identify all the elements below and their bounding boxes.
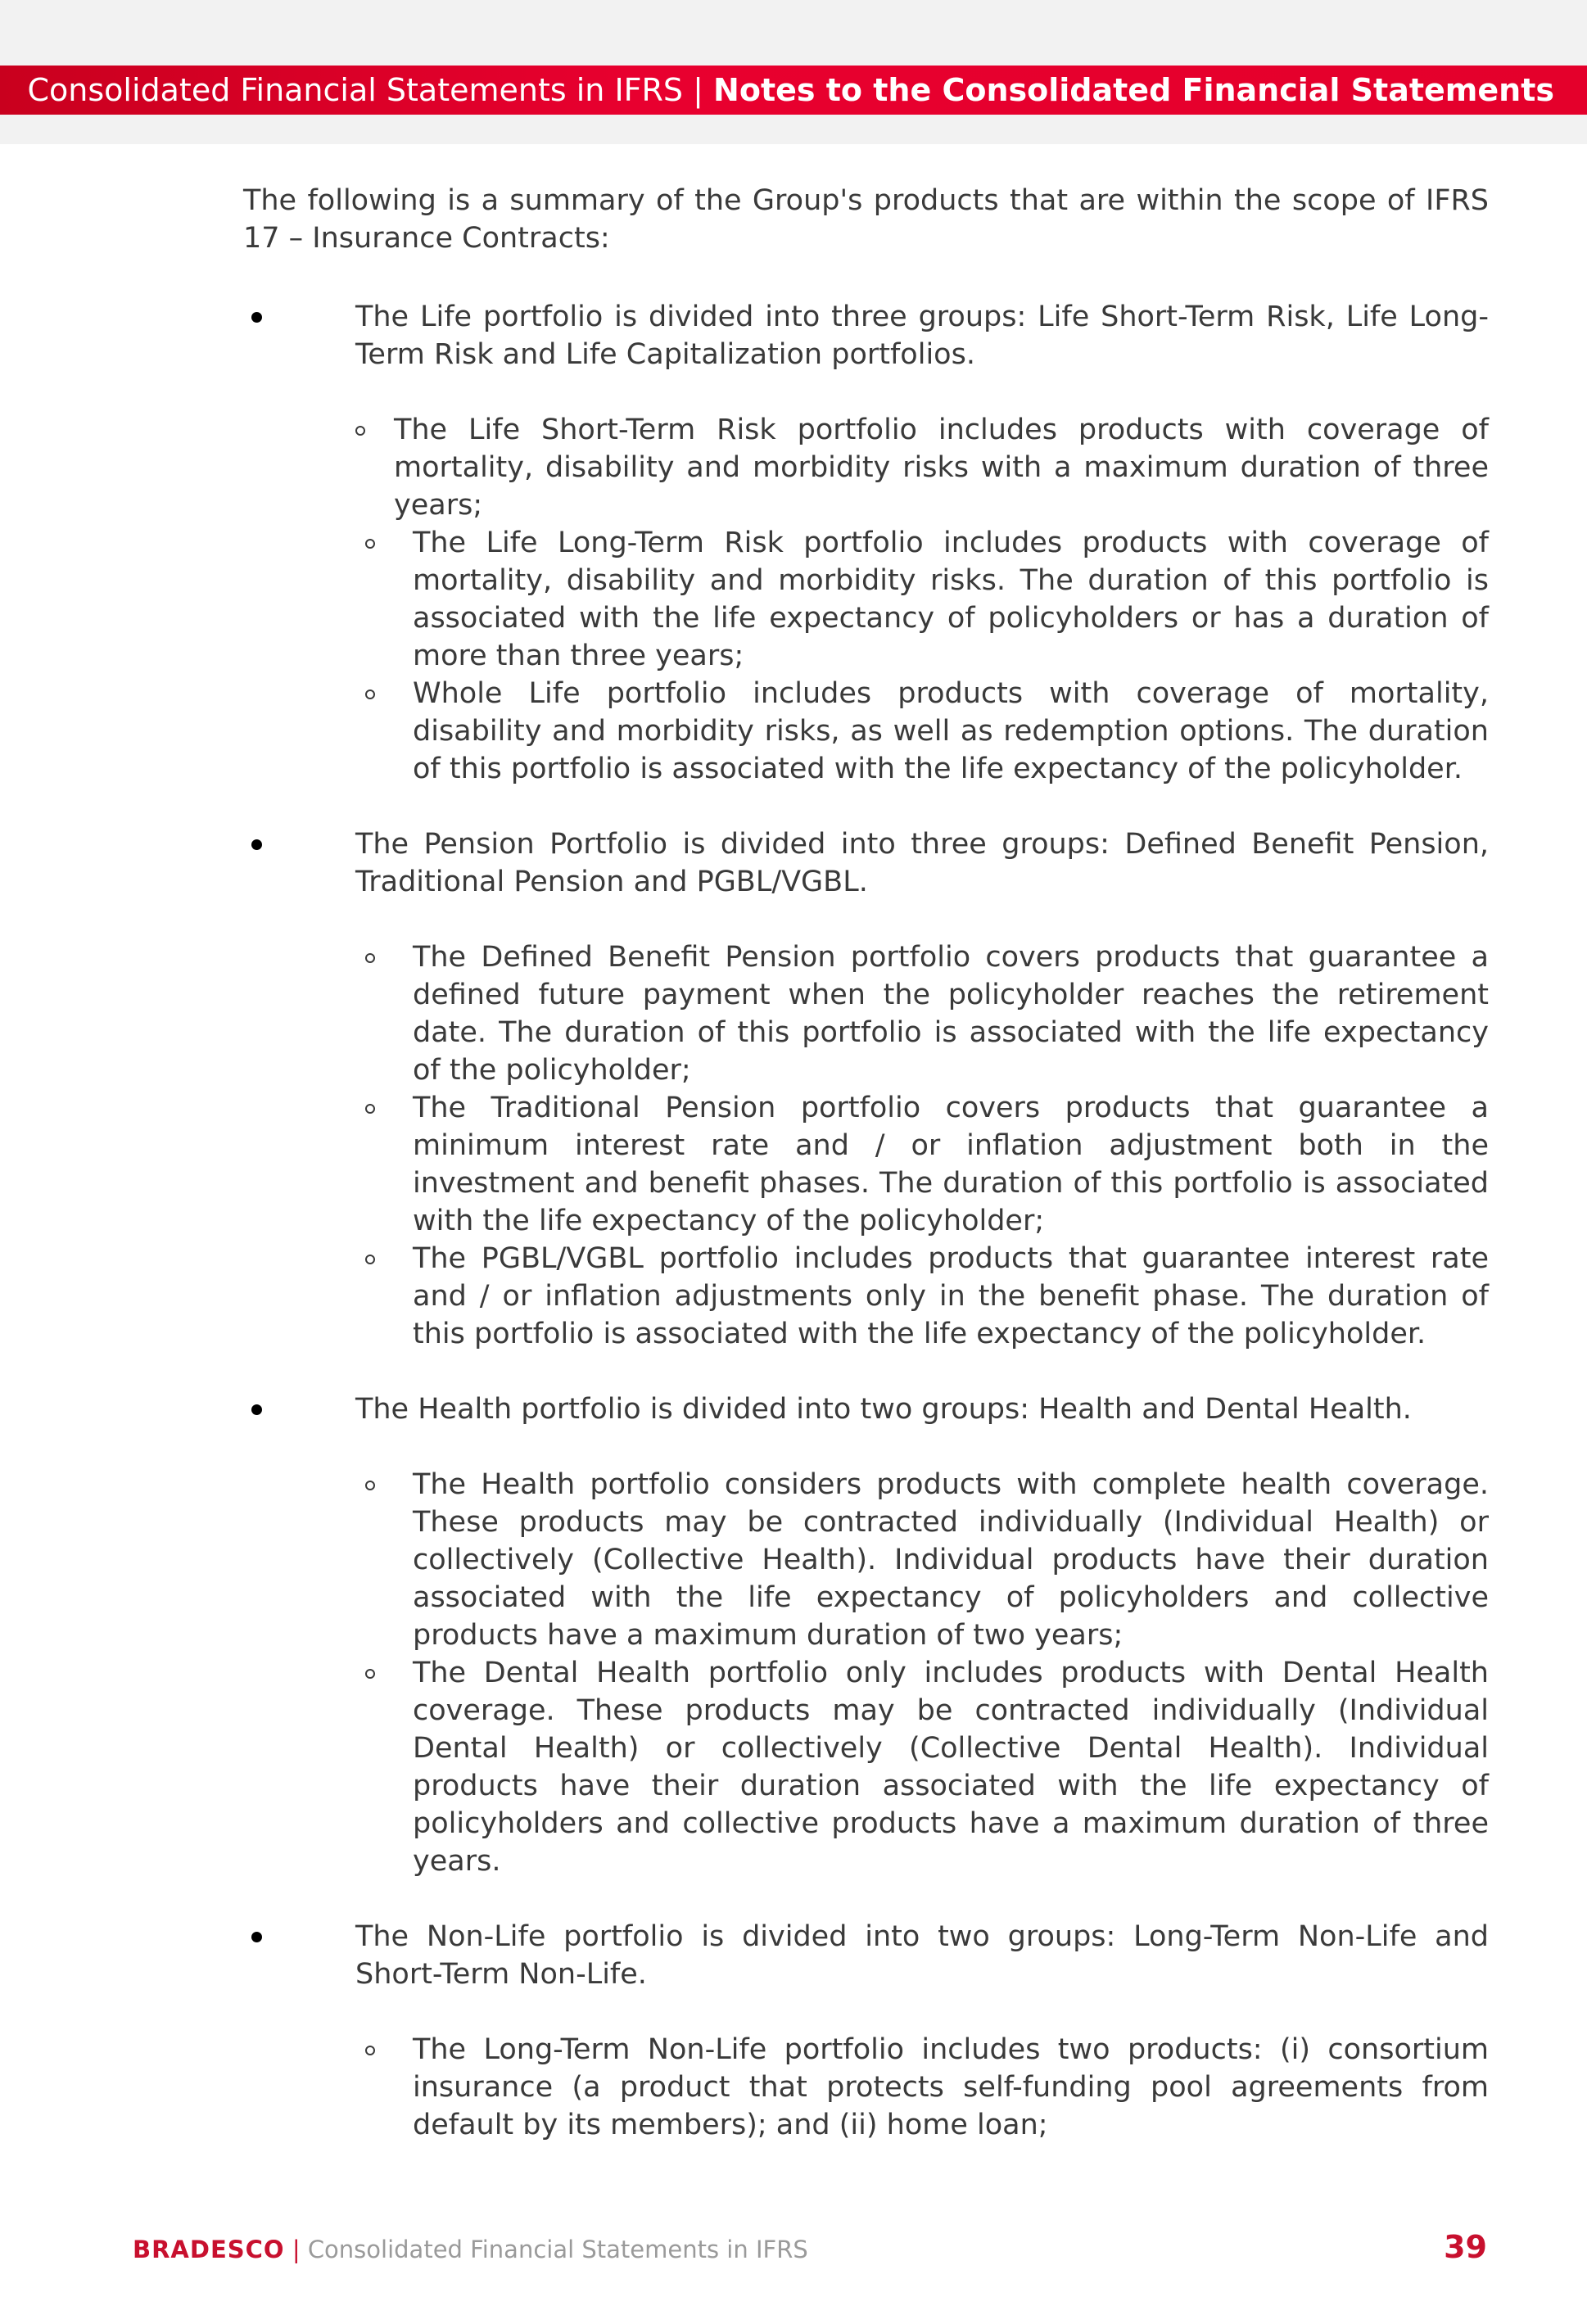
intro-paragraph: The following is a summary of the Group's products that are within the scope of IFRS 17 – Insurance Contracts:: [243, 184, 1489, 255]
portfolio-health: [243, 1390, 1489, 1880]
footer-separator: |: [292, 2236, 301, 2263]
list-item: [355, 1466, 1489, 1654]
portfolio-health-text: The Health portfolio is divided into two groups: Health and Dental Health.: [355, 1393, 1412, 1426]
portfolio-life-text: The Life portfolio is divided into three groups: Life Short-Term Risk, Life Long-Term Risk and Life Capitalization portfolios.: [355, 301, 1489, 371]
pension-sublist: [355, 938, 1489, 1353]
footer-caption: [133, 2236, 808, 2263]
portfolio-non-life-text: The Non-Life portfolio is divided into two groups: Long-Term Non-Life and Short-Term Non-Life.: [355, 1920, 1489, 1991]
header-title: [28, 66, 1555, 115]
list-item-text: The Health portfolio considers products with complete health coverage. These products may be contracted individually (Individual Health) or collectively (Collective Health). Individual products have their duration associated with the life expectancy of policyholders and collective products have a maximum duration of two years;: [413, 1468, 1489, 1652]
life-sublist: [355, 411, 1489, 788]
circle-bullet-icon: [365, 1481, 375, 1490]
list-item: [355, 1089, 1489, 1240]
portfolio-life: [243, 298, 1489, 788]
bullet-icon: [251, 1404, 262, 1415]
list-item-text: The Traditional Pension portfolio covers products that guarantee a minimum interest rate and / or inflation adjustment both in the investment and benefit phases. The duration of this portfolio is associated with the life expectancy of the policyholder;: [413, 1092, 1489, 1237]
list-item-text: The Life Short-Term Risk portfolio includes products with coverage of mortality, disability and morbidity risks with a maximum duration of three years;: [394, 414, 1489, 522]
header-shadow-band: [0, 115, 1587, 144]
portfolio-non-life: [243, 1918, 1489, 2144]
list-item: [355, 1654, 1489, 1880]
portfolio-list: [243, 298, 1489, 2144]
brand-logo-text: BRADESCO: [133, 2236, 285, 2263]
header-bar: [0, 66, 1587, 115]
bullet-icon: [251, 1932, 262, 1942]
list-item-text: The PGBL/VGBL portfolio includes products that guarantee interest rate and / or inflation adjustments only in the benefit phase. The duration of this portfolio is associated with the life expectancy of the policyholder.: [413, 1242, 1489, 1350]
header-separator: |: [693, 72, 703, 108]
health-sublist: [355, 1466, 1489, 1880]
list-item-text: The Long-Term Non-Life portfolio includes two products: (i) consortium insurance (a product that protects self-funding pool agreements from default by its members); and (ii) home loan;: [413, 2033, 1489, 2141]
bullet-icon: [251, 312, 262, 323]
circle-bullet-icon: [365, 953, 375, 963]
list-item-text: The Life Long-Term Risk portfolio includes products with coverage of mortality, disability and morbidity risks. The duration of this portfolio is associated with the life expectancy of policyholders or has a duration of more than three years;: [413, 527, 1489, 672]
circle-bullet-icon: [365, 1669, 375, 1679]
top-margin: [0, 0, 1587, 66]
circle-bullet-icon: [365, 690, 375, 699]
circle-bullet-icon: [365, 539, 375, 549]
list-item-text: Whole Life portfolio includes products with coverage of mortality, disability and morbidity risks, as well as redemption options. The duration of this portfolio is associated with the life expectancy of the policyholder.: [413, 677, 1489, 785]
portfolio-pension: [243, 825, 1489, 1353]
portfolio-pension-text: The Pension Portfolio is divided into three groups: Defined Benefit Pension, Traditional Pension and PGBL/VGBL.: [355, 828, 1489, 898]
list-item: [355, 411, 1489, 524]
list-item: [355, 524, 1489, 675]
list-item: [355, 675, 1489, 788]
circle-bullet-icon: [355, 426, 365, 436]
list-item-text: The Dental Health portfolio only includes products with Dental Health coverage. These products may be contracted individually (Individual Dental Health) or collectively (Collective Dental Health). Individual products have their duration associated with the life expectancy of policyholders and collective products have a maximum duration of three years.: [413, 1657, 1489, 1878]
list-item: [355, 938, 1489, 1089]
list-item: [355, 1240, 1489, 1353]
bullet-icon: [251, 839, 262, 850]
footer: [133, 2229, 1487, 2270]
list-item: [355, 2031, 1489, 2144]
circle-bullet-icon: [365, 1255, 375, 1264]
header-section: Consolidated Financial Statements in IFRS: [27, 72, 684, 108]
non-life-sublist: [355, 2031, 1489, 2144]
page-number: 39: [1444, 2229, 1487, 2265]
footer-document-title: Consolidated Financial Statements in IFRS: [307, 2236, 808, 2263]
circle-bullet-icon: [365, 2046, 375, 2055]
page-content: [243, 182, 1489, 2144]
list-item-text: The Defined Benefit Pension portfolio covers products that guarantee a defined future payment when the policyholder reaches the retirement date. The duration of this portfolio is associated with the life expectancy of the policyholder;: [413, 941, 1489, 1087]
header-subsection: Notes to the Consolidated Financial Statements: [713, 72, 1554, 108]
circle-bullet-icon: [365, 1104, 375, 1114]
